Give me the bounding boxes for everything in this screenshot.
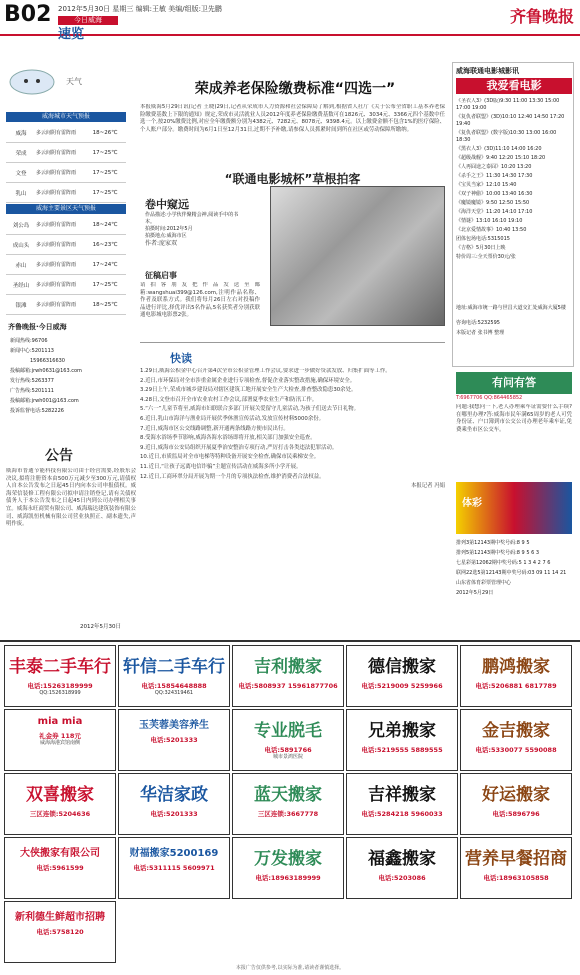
ad-phone: 礼金券 118元 bbox=[39, 732, 81, 740]
newspaper-logo: 齐鲁晚报 bbox=[509, 7, 574, 26]
ad-name: 万发搬家 bbox=[254, 849, 322, 869]
weather-place: 乳山 bbox=[15, 190, 27, 197]
weather-row bbox=[6, 255, 126, 275]
photo-subtitle: 卷中窥远 bbox=[145, 198, 189, 211]
page-footer: 本报广告仅供参考,以实际为准,请读者谨慎选择。 bbox=[235, 965, 345, 971]
weather-row bbox=[6, 183, 126, 203]
cinema-brand: 我爱看电影 bbox=[456, 78, 572, 94]
contact-list bbox=[10, 338, 125, 418]
weather-place: 文登 bbox=[15, 170, 27, 177]
ad-box bbox=[4, 901, 116, 963]
weather-row bbox=[6, 275, 126, 295]
weather-temp: 17~24℃ bbox=[92, 261, 118, 268]
lottery-line: 排列3第12143期中奖号码:8 9 5 bbox=[456, 540, 530, 546]
notice-head: 征稿启事 bbox=[145, 271, 177, 280]
weather-row bbox=[6, 123, 126, 143]
weather-temp: 17~25℃ bbox=[92, 281, 118, 288]
ad-name: 丰泰二手车行 bbox=[9, 657, 111, 677]
cinema-line: 团体包场电话:5315015 bbox=[456, 236, 510, 242]
ad-phone: 电话:5201333 bbox=[150, 736, 198, 744]
cinema-list bbox=[456, 98, 572, 303]
photo-image bbox=[270, 186, 445, 326]
contact-line: 广告热线:5201111 bbox=[10, 388, 54, 394]
ad-phone: 电话:5896796 bbox=[492, 810, 540, 818]
ad-name: 吉利搬家 bbox=[254, 657, 322, 677]
quick-item: 7.近日,威海市区公交线路调整,新开通两条线路方便市民出行。 bbox=[140, 425, 289, 432]
qa-title: 有问有答 bbox=[456, 372, 572, 394]
ad-box bbox=[232, 773, 344, 835]
weather-row bbox=[6, 163, 126, 183]
notice-body-text: 威海市普通节能科技有限公司由于经营需要,经股东会决议,拟将注册资本由500万元减少至300万元,请债权人自本公告发布之日起45日内向本公司申报债权。威海荣信装修工程有限公司拟申请注销登记,请有关债权债务人于本公告发布之日起45日内到公司办理相关事宜。威海永旺商贸有限公司、威海瑞达建筑装饰有限公司、威海凯恒机械有限公司营业执照正、副本遗失,声明作废。 bbox=[6, 468, 136, 528]
lottery-list bbox=[456, 540, 572, 600]
weather-desc: 多云间阴有雷阵雨 bbox=[36, 221, 77, 228]
weather-temp: 18~26℃ bbox=[92, 129, 118, 136]
ad-box bbox=[4, 773, 116, 835]
quick-item: 11.近日,“让孩子远离电信诈骗”主题宣传活动在威海多所小学开展。 bbox=[140, 463, 302, 470]
contact-line: 发行热线:5263377 bbox=[10, 378, 54, 384]
contact-line: 投稿邮箱:jrwh0631@163.com bbox=[10, 368, 82, 374]
weather-desc: 多云间阴有雷阵雨 bbox=[36, 129, 77, 136]
ad-phone: 三区连锁:3667778 bbox=[257, 810, 319, 818]
ad-phone: 电话:5219555 5889555 bbox=[361, 746, 443, 754]
ad-box bbox=[460, 773, 572, 835]
quick-item: 10.近日,市质监局对全市电梯等特种设备开展安全检查,确保市民乘梯安全。 bbox=[140, 454, 320, 461]
cinema-editor: 本版记者 张书博 整理 bbox=[456, 330, 505, 336]
cinema-line: 《吉格》5月30日上映 bbox=[456, 245, 506, 251]
city-weather-head: 威海城市天气预报 bbox=[6, 112, 126, 122]
ad-box bbox=[346, 645, 458, 707]
weather-desc: 多云间阴有雷阵雨 bbox=[36, 169, 77, 176]
ad-phone: 电话:18963189999 bbox=[255, 874, 321, 882]
contact-title: 齐鲁晚报·今日威海 bbox=[8, 323, 67, 331]
cinema-line: 《人再囧途之泰囧》10:20 13:20 bbox=[456, 164, 532, 170]
ad-box bbox=[346, 773, 458, 835]
lottery-title: 体彩 bbox=[462, 498, 482, 509]
ad-name: 福鑫搬家 bbox=[368, 849, 436, 869]
ad-name: 双喜搬家 bbox=[26, 785, 94, 805]
ad-sub: QQ:324319461 bbox=[154, 690, 194, 696]
ad-name: 金吉搬家 bbox=[482, 721, 550, 741]
section-tag: 今日威海 bbox=[58, 16, 118, 25]
weather-place: 荣成 bbox=[15, 150, 27, 157]
ad-phone: 三区连锁:5204636 bbox=[29, 810, 91, 818]
ad-box bbox=[232, 645, 344, 707]
header-meta: 2012年5月30日 星期三 编辑:王敏 美编/组版:卫先鹏 bbox=[58, 5, 222, 13]
ad-name: 蓝天搬家 bbox=[254, 785, 322, 805]
ad-box bbox=[460, 645, 572, 707]
ad-name: 大侠搬家有限公司 bbox=[20, 848, 100, 859]
photo-section-title: “联通电影城杯”草根拍客 bbox=[224, 172, 361, 186]
contact-line: 新闻热线:96706 bbox=[10, 338, 48, 344]
ad-box bbox=[118, 645, 230, 707]
cinema-line: 《圣衣人3》(3D版)9:30 11:00 13:30 15:00 17:00 19:00 bbox=[456, 98, 560, 111]
qa-phone: T:6967706 QQ:864465852 bbox=[456, 395, 523, 401]
weather-temp: 17~25℃ bbox=[92, 189, 118, 196]
quick-item: 9.近日,威海市公安局组织开展夏季治安整治专项行动,严厉打击各类违法犯罪活动。 bbox=[140, 444, 338, 451]
contact-line: 投诉监督电话:5282226 bbox=[10, 408, 64, 414]
cinema-line: 《海洋天堂》11:20 14:10 17:10 bbox=[456, 209, 533, 215]
ad-name: mia mia bbox=[37, 716, 83, 727]
lottery-line: 联网22选5第12143期中奖号码:03 09 11 14 21 bbox=[456, 570, 567, 576]
weather-desc: 多云间阴有雷阵雨 bbox=[36, 241, 77, 248]
notice-title: 公告 bbox=[45, 448, 73, 464]
cinema-line: 《北京爱情故事》10:40 13:50 bbox=[456, 227, 527, 233]
headline-title: 荣成养老保险缴费标准“四选一” bbox=[194, 81, 396, 97]
quick-item: 1.29日,威海公积金中心召开第4次全市公积金管理工作会议,要求进一步做好贷款发放、归集扩面等工作。 bbox=[140, 368, 391, 374]
notice-body: 请拍客朋友把作品发送至邮箱:wangshuai399@126.com,注明作品名称、作者及联系方式。我们将每月26日左右对投稿作品进行评比,择优评出5名作品,5名获奖者分别获联通电影城电影票2张。 bbox=[140, 282, 260, 319]
quick-title: 快读 bbox=[170, 352, 192, 365]
cloud-icon bbox=[6, 62, 56, 96]
notice-date: 2012年5月30日 bbox=[80, 624, 121, 630]
quick-item: 6.近日,乳山市海洋与渔业局开展伏季休渔宣传活动,发放宣传材料5000余份。 bbox=[140, 415, 325, 422]
cinema-line: 《黑衣人3》(3D)11:10 14:00 16:20 bbox=[456, 146, 542, 152]
contact-line: 新闻中心:5201113 bbox=[10, 348, 54, 354]
quick-item: 8.受海水浴场季节影响,威海各海水浴场即将开放,相关部门加强安全巡查。 bbox=[140, 435, 316, 442]
weather-header bbox=[6, 62, 126, 102]
ad-name: 财福搬家5200169 bbox=[129, 848, 219, 859]
ad-box bbox=[232, 837, 344, 899]
weather-temp: 18~24℃ bbox=[92, 221, 118, 228]
ad-box bbox=[346, 837, 458, 899]
weather-title: 天气 bbox=[66, 77, 82, 86]
ad-phone: 电话:5808937 15961877706 bbox=[238, 682, 338, 690]
ad-name: 轩信二手车行 bbox=[123, 657, 225, 677]
weather-row bbox=[6, 235, 126, 255]
ad-phone: 电话:18963105858 bbox=[483, 874, 549, 882]
lottery-line: 排列5第12143期中奖号码:8 9 5 6 3 bbox=[456, 550, 540, 556]
weather-temp: 17~25℃ bbox=[92, 149, 118, 156]
photo-info bbox=[145, 212, 245, 240]
ad-name: 玉芙蓉美容养生 bbox=[139, 720, 209, 731]
ad-phone: 电话:5330077 5590088 bbox=[475, 746, 557, 754]
ad-phone: 电话:5203086 bbox=[378, 874, 426, 882]
cinema-line: 《复仇者联盟》(3D)10:10 12:40 14:50 17:20 19:40 bbox=[456, 114, 565, 127]
cinema-line: 《双子神偷》10:00 13:40 16:30 bbox=[456, 191, 533, 197]
cinema-title: 威海联通电影城影讯 bbox=[456, 67, 519, 75]
cinema-line: 《宝贝当家》12:10 15:40 bbox=[456, 182, 517, 188]
cinema-line: 《魔镜魔镜》9:50 12:50 15:50 bbox=[456, 200, 530, 206]
ad-phone: 电话:5201333 bbox=[150, 810, 198, 818]
lottery-line: 山东省体育彩票管理中心 bbox=[456, 580, 512, 586]
cinema-line: 《复仇者联盟》(数字版)10:30 13:00 16:00 18:30 bbox=[456, 130, 557, 143]
cinema-phone: 咨询电话:5232595 bbox=[456, 320, 500, 326]
cinema-line: 《杀手之王》11:30 14:30 17:30 bbox=[456, 173, 533, 179]
ad-name: 鹏鸿搬家 bbox=[482, 657, 550, 677]
qa-body: 问题:我想问一下,老人办理乘车证需要什么手续?在哪里办理?答:威海市民年满65周岁的老人可凭身份证、户口簿到市公交公司办理老年乘车证,免费乘坐市区公交车。 bbox=[456, 404, 572, 433]
city-weather-table bbox=[6, 123, 126, 203]
ad-name: 兄弟搬家 bbox=[368, 721, 436, 741]
ads-area bbox=[4, 645, 576, 963]
weather-row bbox=[6, 215, 126, 235]
ad-name: 吉祥搬家 bbox=[368, 785, 436, 805]
weather-place: 圣经山 bbox=[12, 282, 30, 289]
weather-row bbox=[6, 295, 126, 315]
ad-name: 好运搬家 bbox=[482, 785, 550, 805]
quick-reporter: 本报记者 冯娟 bbox=[410, 483, 445, 490]
weather-desc: 多云间阴有雷阵雨 bbox=[36, 189, 77, 196]
ad-box bbox=[346, 709, 458, 771]
ad-phone: 电话:15854648888 bbox=[141, 682, 207, 690]
ad-divider bbox=[0, 640, 580, 642]
photo-info-line: 拍摄时间:2012年5月 bbox=[145, 226, 193, 232]
ad-phone: 电话:5758120 bbox=[36, 928, 84, 936]
ad-box bbox=[4, 709, 116, 771]
contact-line: 15966316630 bbox=[10, 358, 65, 364]
ad-sub: QQ:1526318999 bbox=[39, 690, 81, 696]
weather-desc: 多云间阴有雷阵雨 bbox=[36, 149, 77, 156]
quick-divider bbox=[140, 342, 445, 343]
ad-sub: 威海海港宾馆南侧 bbox=[39, 740, 80, 746]
contact-line: 投稿邮箱:jrwh001@163.com bbox=[10, 398, 79, 404]
ad-box bbox=[460, 709, 572, 771]
cinema-address: 地址:威海市统一路与世昌大道交汇处威海大厦5楼 bbox=[456, 305, 566, 311]
cinema-line: 《情谜》13:10 16:10 19:10 bbox=[456, 218, 523, 224]
ad-box bbox=[118, 837, 230, 899]
cinema-line: 特价周三:全天票价30元/张 bbox=[456, 254, 516, 260]
weather-row bbox=[6, 143, 126, 163]
ad-name: 华洁家政 bbox=[140, 785, 208, 805]
ad-box bbox=[232, 709, 344, 771]
headline-body: 本报威海5月29日讯(记者 王晓)29日,记者从荣成市人力资源和社会保障局了解到,根据省人社厅《关于公布全省职工基本养老保险缴费基数上下限的通知》规定,荣成市灵活就业人员2012年度养老保险缴费基数可在1826元、3034元、3366元四个基数中任选一个,按20%缴费比例,对应全年缴费额分别为4382元、7282元、8078元、9398.4元。以上缴费金额不包含1%的医疗保险、个人账户部分。缴费时间为6月1日至12月31日,过期不予补缴,请参保人员抓紧时间到所在社区或劳动保障所缴纳。 bbox=[140, 104, 445, 133]
ad-name: 德信搬家 bbox=[368, 657, 436, 677]
lottery-line: 七星彩第12062期中奖号码:5 1 3 4 2 7 6 bbox=[456, 560, 551, 566]
quick-item: 2.近日,市环保局对全市涉重金属企业进行专项检查,督促企业落实整改措施,确保环境安全。 bbox=[140, 377, 356, 384]
weather-temp: 18~25℃ bbox=[92, 301, 118, 308]
ad-box bbox=[460, 837, 572, 899]
ad-phone: 电话:5206881 6817789 bbox=[475, 682, 557, 690]
ad-box bbox=[118, 773, 230, 835]
weather-desc: 多云间阴有雷阵雨 bbox=[36, 301, 77, 308]
photo-info-line: 拍摄地点:威海市区 bbox=[145, 233, 187, 239]
weather-desc: 多云间阴有雷阵雨 bbox=[36, 281, 77, 288]
ad-phone: 电话:5284218 5960033 bbox=[361, 810, 443, 818]
photo-author: 作者:庞家双 bbox=[145, 240, 178, 247]
ad-box bbox=[4, 837, 116, 899]
weather-place: 威海 bbox=[15, 130, 27, 137]
ad-box bbox=[4, 645, 116, 707]
ad-phone: 电话:5891766 bbox=[264, 746, 312, 754]
weather-place: 银滩 bbox=[15, 302, 27, 309]
weather-temp: 17~25℃ bbox=[92, 169, 118, 176]
quick-item: 4.28日,文登市召开全市农业农村工作会议,部署夏季农业生产和防汛工作。 bbox=[140, 396, 318, 403]
column-title: 速览 bbox=[58, 27, 85, 42]
ad-phone: 电话:5311115 5609971 bbox=[133, 864, 215, 872]
weather-place: 赤山 bbox=[15, 262, 27, 269]
town-weather-table bbox=[6, 215, 126, 315]
town-weather-head: 威海主要景区天气预报 bbox=[6, 204, 126, 214]
ad-box bbox=[118, 709, 230, 771]
ad-sub: 城市景鸿医院 bbox=[272, 754, 303, 760]
page-number: B02 bbox=[4, 2, 52, 27]
ad-name: 新利德生鲜超市招聘 bbox=[15, 912, 105, 923]
lottery-line: 2012年5月29日 bbox=[456, 590, 494, 596]
photo-info-line: 作品描述:小学伙伴聚精会神,阅读手中的书本。 bbox=[145, 212, 239, 225]
ad-name: 专业脱毛 bbox=[254, 721, 322, 741]
weather-place: 刘公岛 bbox=[12, 222, 30, 229]
weather-temp: 16~23℃ bbox=[92, 241, 118, 248]
cinema-line: 《超级战舰》9:40 12:20 15:10 18:20 bbox=[456, 155, 546, 161]
ad-phone: 电话:5219009 5259966 bbox=[361, 682, 443, 690]
quick-list bbox=[140, 368, 445, 636]
ad-phone: 电话:5961599 bbox=[36, 864, 84, 872]
quick-item: 12.近日,工商环翠分局开展为期一个月的专项执法检查,维护消费者合法权益。 bbox=[140, 473, 325, 480]
quick-item: 3.29日上午,荣成市城乡建设局对辖区建筑工地开展安全生产大检查,排查整改隐患30余处。 bbox=[140, 387, 357, 394]
ad-name: 营养早餐招商 bbox=[465, 849, 567, 869]
weather-desc: 多云间阴有雷阵雨 bbox=[36, 261, 77, 268]
weather-place: 成山头 bbox=[12, 242, 30, 249]
quick-item: 5.“六一”儿童节将至,威海市妇联联合多部门开展关爱留守儿童活动,为孩子们送去节日礼物。 bbox=[140, 406, 360, 413]
ad-phone: 电话:15263189999 bbox=[27, 682, 93, 690]
